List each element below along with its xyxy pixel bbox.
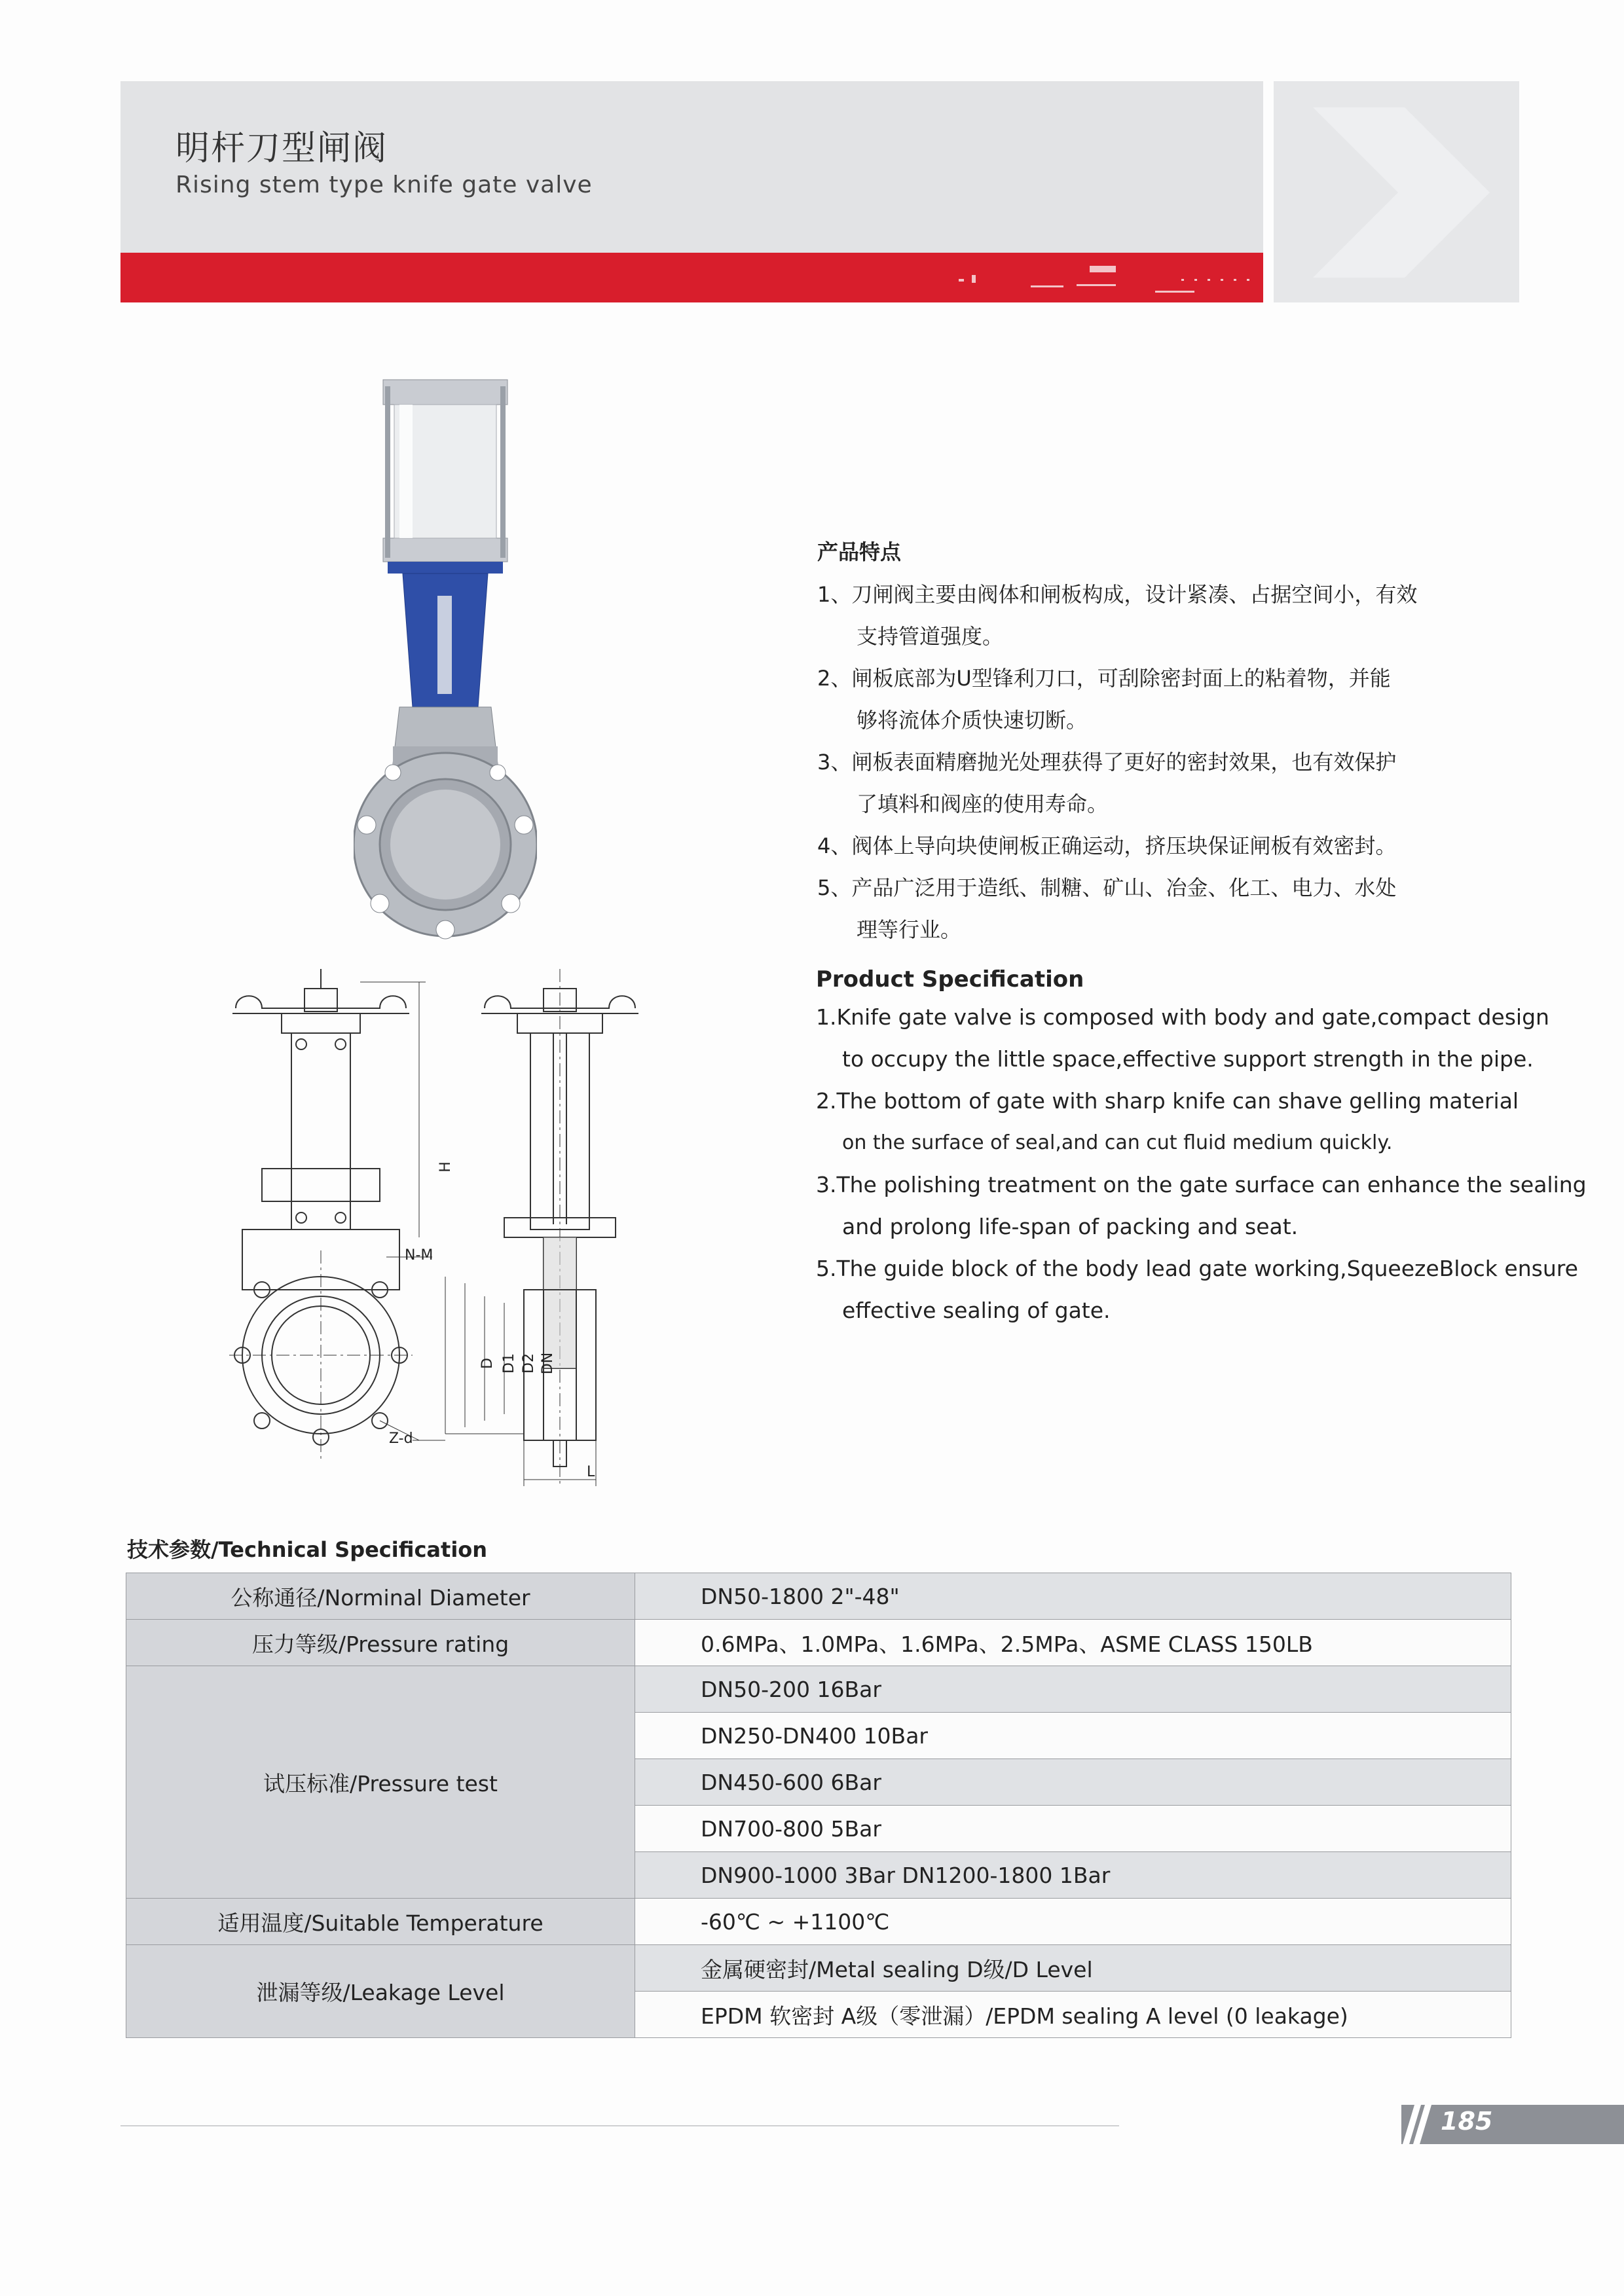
features-cn-title: 产品特点 xyxy=(817,539,902,564)
dim-label-l: L xyxy=(587,1464,595,1480)
feature-cn-1: 1、刀闸阀主要由阀体和闸板构成，设计紧凑、占据空间小，有效 支持管道强度。 xyxy=(817,582,1418,649)
dim-label-d2: D2 xyxy=(520,1353,537,1374)
table-row xyxy=(126,1666,1511,1713)
spec-value: DN900-1000 3Bar DN1200-1800 1Bar xyxy=(635,1852,1511,1899)
page-subtitle: Rising stem type knife gate valve xyxy=(175,172,593,198)
features-cn xyxy=(817,536,1538,951)
dim-label-nm: N-M xyxy=(405,1247,434,1264)
spec-table xyxy=(126,1573,1511,2038)
slash-icon xyxy=(1401,2105,1434,2144)
page-title: 明杆刀型闸阀 xyxy=(175,129,388,168)
spec-title: 技术参数/Technical Specification xyxy=(127,1537,488,1562)
spec-label: 压力等级/Pressure rating xyxy=(126,1620,635,1666)
table-row xyxy=(126,1945,1511,1992)
features-en-title: Product Specification xyxy=(816,966,1084,993)
spec-label: 适用温度/Suitable Temperature xyxy=(126,1899,635,1945)
feature-en-3: 3.The polishing treatment on the gate surface can enhance the sealing and prolong life-span of packing and seat. xyxy=(816,1172,1587,1239)
feature-cn-5: 5、产品广泛用于造纸、制糖、矿山、冶金、化工、电力、水处 理等行业。 xyxy=(817,875,1397,942)
spec-value: EPDM 软密封 A级（零泄漏）/EPDM sealing A level (0 leakage) xyxy=(635,1992,1511,2038)
spec-value: DN450-600 6Bar xyxy=(635,1759,1511,1806)
dim-label-h: H xyxy=(437,1161,454,1173)
table-row xyxy=(126,1899,1511,1945)
front-view xyxy=(229,969,445,1460)
footer-divider xyxy=(120,2125,1119,2126)
feature-en-1: 1.Knife gate valve is composed with body and gate,compact design to occupy the little space,effective support strength in the pipe. xyxy=(816,1004,1549,1072)
header-stripe-decoration xyxy=(120,253,1263,302)
feature-en-2: 2.The bottom of gate with sharp knife can shave gelling material on the surface of seal,and can cut fluid medium quickly. xyxy=(816,1088,1519,1154)
spec-value: DN50-200 16Bar xyxy=(635,1666,1511,1713)
spec-value: DN250-DN400 10Bar xyxy=(635,1713,1511,1759)
feature-cn-2: 2、闸板底部为U型锋利刀口，可刮除密封面上的粘着物，并能 够将流体介质快速切断。 xyxy=(817,666,1391,733)
feature-cn-4: 4、阀体上导向块使闸板正确运动，挤压块保证闸板有效密封。 xyxy=(817,833,1397,858)
dim-label-dn: DN xyxy=(540,1352,557,1375)
header-red-stripe xyxy=(120,253,1263,302)
dim-label-zd: Z-d xyxy=(389,1430,413,1447)
side-view xyxy=(229,962,638,1486)
spec-label: 公称通径/Norminal Diameter xyxy=(126,1573,635,1620)
table-row xyxy=(126,1573,1511,1620)
page-number: 185 xyxy=(1441,2107,1493,2136)
feature-en-4: 5.The guide block of the body lead gate working,SqueezeBlock ensure effective sealing of gate. xyxy=(816,1256,1578,1323)
spec-label: 泄漏等级/Leakage Level xyxy=(126,1945,635,2038)
header-side-panel xyxy=(1274,81,1519,302)
features-en xyxy=(816,966,1589,1332)
spec-label: 试压标准/Pressure test xyxy=(126,1666,635,1899)
spec-value: DN50-1800 2"-48" xyxy=(635,1573,1511,1620)
header-decoration-icon xyxy=(1274,81,1519,302)
technical-drawing xyxy=(223,962,668,1486)
spec-value: -60℃ ~ +1100℃ xyxy=(635,1899,1511,1945)
page-number-tab xyxy=(1401,2105,1624,2144)
dim-label-d: D xyxy=(479,1358,496,1369)
spec-value: 金属硬密封/Metal sealing D级/D Level xyxy=(635,1945,1511,1992)
spec-value: DN700-800 5Bar xyxy=(635,1806,1511,1852)
valve-photo xyxy=(354,367,537,943)
dim-label-d1: D1 xyxy=(500,1353,517,1374)
feature-cn-3: 3、闸板表面精磨抛光处理获得了更好的密封效果，也有效保护 了填料和阀座的使用寿命。 xyxy=(817,750,1397,816)
table-row xyxy=(126,1620,1511,1666)
spec-value: 0.6MPa、1.0MPa、1.6MPa、2.5MPa、ASME CLASS 150LB xyxy=(635,1620,1511,1666)
